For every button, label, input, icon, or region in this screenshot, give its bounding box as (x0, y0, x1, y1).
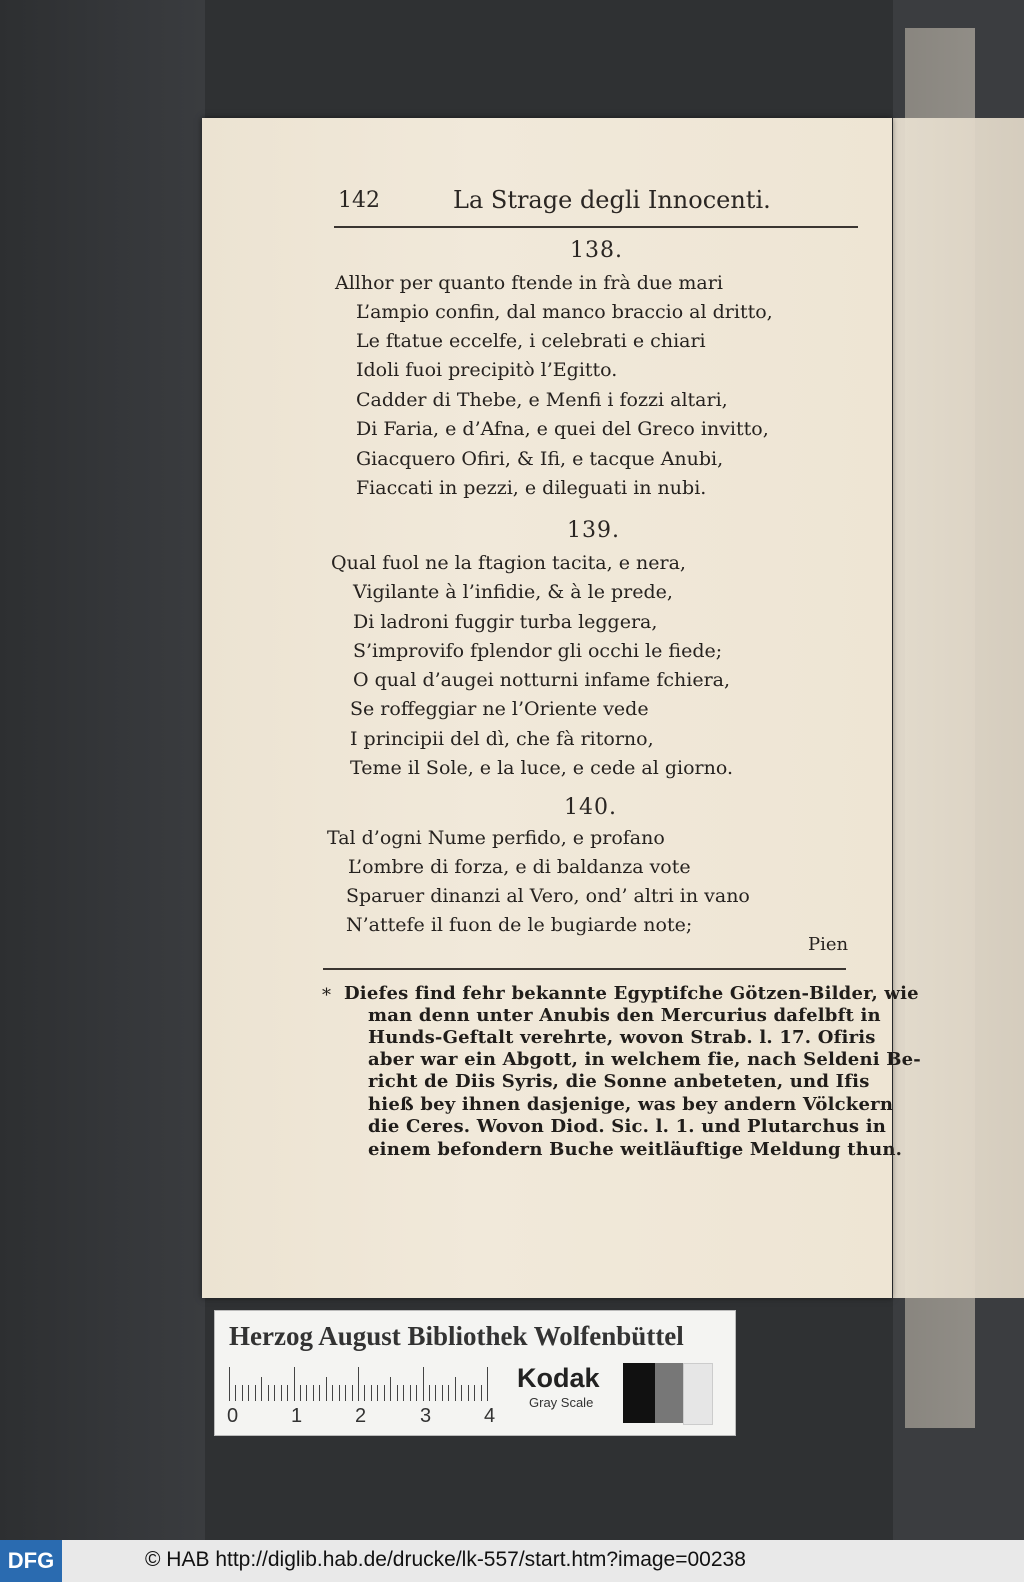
ruler-tick (435, 1385, 436, 1401)
ruler-tick (364, 1385, 365, 1401)
ruler-tick (274, 1385, 275, 1401)
header-rule (334, 226, 858, 228)
verse-line: Allhor per quanto ftende in frà due mari (335, 272, 723, 294)
verse-line: Idoli fuoi precipitò l’Egitto. (356, 359, 618, 381)
footnote-rule (323, 968, 846, 970)
ruler-tick (481, 1385, 482, 1401)
verse-line: Di Faria, e d’Afna, e quei del Greco invitto, (356, 418, 769, 440)
footnote-line: einem befondern Buche weitläuftige Meldung thun. (368, 1139, 903, 1160)
ruler-tick (461, 1385, 462, 1401)
footnote-line: aber war ein Abgott, in welchem fie, nach Seldeni Be- (368, 1049, 921, 1070)
ruler-tick (390, 1377, 391, 1401)
ruler-tick (306, 1385, 307, 1401)
gray-patch-black (623, 1363, 655, 1423)
ruler-tick (448, 1385, 449, 1401)
ruler-tick (487, 1367, 488, 1401)
adjacent-page (893, 118, 1024, 1298)
verse-line: L’ombre di forza, e di baldanza vote (348, 856, 691, 878)
dfg-logo: DFG (0, 1540, 62, 1582)
verse-line: Le ftatue eccelfe, i celebrati e chiari (356, 330, 706, 352)
ruler-tick (423, 1367, 424, 1401)
verse-line: Tal d’ogni Nume perfido, e profano (327, 827, 665, 849)
verse-line: Di ladroni fuggir turba leggera, (353, 611, 658, 633)
ruler-tick (377, 1385, 378, 1401)
ruler-tick (235, 1385, 236, 1401)
ruler-tick (474, 1385, 475, 1401)
ruler-tick (326, 1377, 327, 1401)
ruler-number: 0 (227, 1405, 239, 1427)
gray-patch-white (683, 1363, 713, 1425)
ruler-tick (268, 1385, 269, 1401)
ruler-tick (287, 1385, 288, 1401)
ruler-tick (455, 1377, 456, 1401)
ruler-tick (371, 1385, 372, 1401)
scan-backdrop-left (0, 0, 205, 1540)
ruler-tick (339, 1385, 340, 1401)
footnote-marker: * (322, 985, 331, 1006)
ruler-tick (345, 1385, 346, 1401)
ruler-tick (300, 1385, 301, 1401)
verse-line: L’ampio confin, dal manco braccio al dritto, (356, 301, 773, 323)
ruler-tick (294, 1367, 295, 1401)
ruler-tick (410, 1385, 411, 1401)
running-title: La Strage degli Innocenti. (453, 186, 771, 214)
verse-line: Se roffeggiar ne l’Oriente vede (350, 698, 649, 720)
ruler-tick (429, 1385, 430, 1401)
ruler-tick (352, 1385, 353, 1401)
stanza-number: 140. (564, 795, 617, 820)
ruler-tick (242, 1385, 243, 1401)
ruler-tick (319, 1385, 320, 1401)
ruler-tick (313, 1385, 314, 1401)
verse-line: Sparuer dinanzi al Vero, ond’ altri in vano (346, 885, 750, 907)
ruler-tick (397, 1385, 398, 1401)
ruler-number: 1 (291, 1405, 303, 1427)
stanza-number: 138. (570, 238, 623, 263)
ruler-tick (358, 1367, 359, 1401)
verse-line: Cadder di Thebe, e Menfi i fozzi altari, (356, 389, 728, 411)
verse-line: N’attefe il fuon de le bugiarde note; (346, 914, 693, 936)
ruler-tick (442, 1385, 443, 1401)
kodak-logo: Kodak (517, 1363, 600, 1393)
ruler-tick (229, 1367, 230, 1401)
copyright-url[interactable]: © HAB http://diglib.hab.de/drucke/lk-557/start.htm?image=00238 (145, 1548, 746, 1571)
ruler-tick (255, 1385, 256, 1401)
ruler-tick (281, 1385, 282, 1401)
footnote-line: die Ceres. Wovon Diod. Sic. l. 1. und Plutarchus in (368, 1116, 887, 1137)
gray-patch-mid (655, 1363, 683, 1423)
catchword: Pien (808, 934, 849, 955)
footer-bar (0, 1540, 1024, 1582)
color-calibration-card (214, 1310, 736, 1436)
verse-line: Teme il Sole, e la luce, e cede al giorno. (350, 757, 733, 779)
verse-line: Giacquero Ofiri, & Ifi, e tacque Anubi, (356, 448, 724, 470)
ruler-number: 2 (355, 1405, 367, 1427)
footnote-line: richt de Diis Syris, die Sonne anbeteten, und Ifis (368, 1071, 870, 1092)
verse-line: Vigilante à l’infidie, & à le prede, (353, 581, 673, 603)
ruler-tick (248, 1385, 249, 1401)
stanza-number: 139. (567, 518, 620, 543)
footnote-line: man denn unter Anubis den Mercurius dafelbft in (368, 1005, 881, 1026)
footnote-line: Diefes find fehr bekannte Egyptifche Götzen-Bilder, wie (344, 983, 919, 1004)
verse-line: O qual d’augei notturni infame fchiera, (353, 669, 731, 691)
page-header (338, 188, 858, 228)
gray-scale-label: Gray Scale (529, 1395, 594, 1410)
ruler-tick (384, 1385, 385, 1401)
footnote-line: Hunds-Geftalt verehrte, wovon Strab. l. 17. Ofiris (368, 1027, 876, 1048)
ruler-tick (403, 1385, 404, 1401)
ruler-tick (416, 1385, 417, 1401)
page-number: 142 (338, 188, 380, 213)
verse-line: Fiaccati in pezzi, e dileguati in nubi. (356, 477, 707, 499)
footnote-line: hieß bey ihnen dasjenige, was bey andern Völckern (368, 1094, 894, 1115)
verse-line: Qual fuol ne la ftagion tacita, e nera, (331, 552, 686, 574)
scale-ruler (229, 1367, 494, 1401)
ruler-tick (468, 1385, 469, 1401)
ruler-number: 3 (420, 1405, 432, 1427)
ruler-number: 4 (484, 1405, 496, 1427)
verse-line: S’improvifo fplendor gli occhi le fiede; (353, 640, 723, 662)
ruler-tick (261, 1377, 262, 1401)
library-name: Herzog August Bibliothek Wolfenbüttel (229, 1321, 684, 1351)
verse-line: I principii del dì, che fà ritorno, (350, 728, 654, 750)
ruler-tick (332, 1385, 333, 1401)
